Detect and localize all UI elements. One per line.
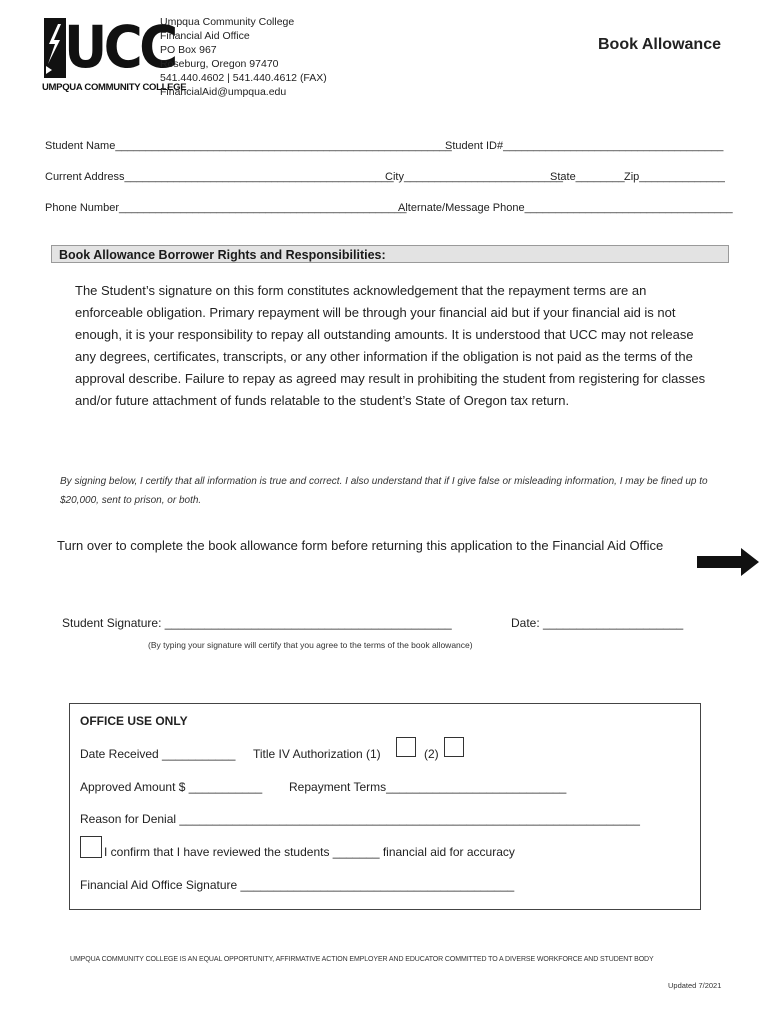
title-iv-2-checkbox[interactable] xyxy=(444,737,464,757)
eeo-statement: UMPQUA COMMUNITY COLLEGE IS AN EQUAL OPPORTUNITY, AFFIRMATIVE ACTION EMPLOYER AND EDUCATOR COMMITTED TO A DIVERSE WORKFORCE AND STUDENT BODY xyxy=(70,956,654,963)
logo-letters: UCC xyxy=(64,13,175,81)
student-name-field[interactable]: Student Name_______________________________________________________ xyxy=(45,140,452,152)
certification-statement: By signing below, I certify that all information is true and correct. I also understand that if I give false or misleading information, I may be fined up to $20,000, sent to prison, or both. xyxy=(60,476,708,506)
current-address-field[interactable]: Current Address____________________________________________ xyxy=(45,171,394,183)
student-id-field[interactable]: Student ID#____________________________________ xyxy=(445,140,724,152)
state-field[interactable]: State________ xyxy=(550,171,625,183)
student-signature-field[interactable]: Student Signature: ___________________________________________ xyxy=(62,616,452,630)
title-iv-label: Title IV Authorization (1) xyxy=(253,747,381,761)
document-title: Book Allowance xyxy=(598,36,721,53)
rights-body: The Student’s signature on this form constitutes acknowledgement that the repayment terms are an enforceable obligation. Primary repayment will be through your financial aid but if your financial aid is not enough, it is your responsibility to repay all outstanding amounts. It is understood that UCC may not release any degrees, certificates, transcripts, or any other information if the obligation is not paid as the terms of the approval describe. Failure to repay as agreed may result in prohibiting the student from registering for classes and/or future attachment of funds relatable to the student’s State of Oregon tax return. xyxy=(75,283,706,408)
office-use-heading: OFFICE USE ONLY xyxy=(80,714,188,728)
title-iv-2-label: (2) xyxy=(424,747,439,761)
college-logo xyxy=(42,13,187,94)
logo-tagline: UMPQUA COMMUNITY COLLEGE xyxy=(42,82,187,93)
signature-note: (By typing your signature will certify that you agree to the terms of the book allowance) xyxy=(148,640,473,650)
address-office: Financial Aid Office xyxy=(160,30,250,42)
date-received-field[interactable]: Date Received ___________ xyxy=(80,747,236,761)
turn-over-notice: Turn over to complete the book allowance form before returning this application to the Financial Aid Office xyxy=(57,538,664,553)
phone-number-field[interactable]: Phone Number_______________________________________________ xyxy=(45,202,407,214)
repayment-terms-field[interactable]: Repayment Terms___________________________ xyxy=(289,780,567,794)
title-iv-1-checkbox[interactable] xyxy=(396,737,416,757)
fa-office-signature-field[interactable]: Financial Aid Office Signature _________________________________________ xyxy=(80,878,515,892)
confirm-statement: I confirm that I have reviewed the students _______ financial aid for accuracy xyxy=(104,845,515,859)
address-phone: 541.440.4602 | 541.440.4612 (FAX) xyxy=(160,72,327,84)
address-city: Roseburg, Oregon 97470 xyxy=(160,58,279,70)
lightning-bolt-icon xyxy=(42,18,66,78)
address-po-box: PO Box 967 xyxy=(160,44,217,56)
rights-heading: Book Allowance Borrower Rights and Responsibilities: xyxy=(51,245,729,263)
updated-date: Updated 7/2021 xyxy=(668,981,722,990)
city-field[interactable]: City__________________________ xyxy=(385,171,564,183)
zip-field[interactable]: Zip______________ xyxy=(624,171,725,183)
approved-amount-field[interactable]: Approved Amount $ ___________ xyxy=(80,780,263,794)
office-use-box xyxy=(69,703,701,910)
signature-date-field[interactable]: Date: _____________________ xyxy=(511,616,684,630)
address-email[interactable]: FinancialAid@umpqua.edu xyxy=(160,86,287,98)
confirm-checkbox[interactable] xyxy=(80,836,102,858)
arrow-right-icon xyxy=(697,548,759,576)
alternate-phone-field[interactable]: Alternate/Message Phone__________________________________ xyxy=(398,202,733,214)
address-college: Umpqua Community College xyxy=(160,16,295,28)
reason-denial-field[interactable]: Reason for Denial _____________________________________________________________________ xyxy=(80,812,640,826)
